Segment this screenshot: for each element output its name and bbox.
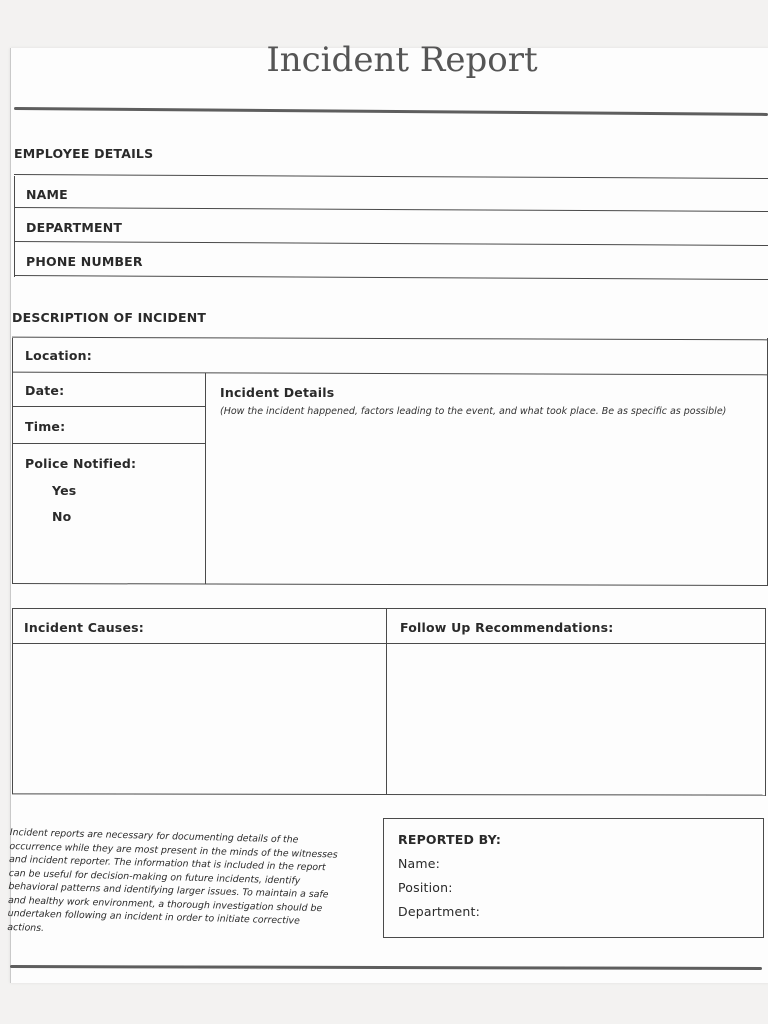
name-field-label: NAME	[26, 187, 68, 202]
location-label: Location:	[25, 348, 92, 363]
page-title: Incident Report	[266, 40, 538, 80]
police-notified-label: Police Notified:	[25, 456, 137, 471]
incident-causes-label: Incident Causes:	[24, 620, 144, 635]
incident-details-label: Incident Details	[220, 385, 335, 400]
date-label: Date:	[25, 383, 65, 398]
time-label: Time:	[25, 419, 66, 434]
follow-up-label: Follow Up Recommendations:	[400, 620, 614, 635]
reported-by-name-label: Name:	[398, 856, 441, 871]
department-field-label: DEPARTMENT	[26, 220, 123, 235]
incident-details-hint: (How the incident happened, factors leading to the event, and what took place. Be as specific as possible)	[220, 406, 727, 417]
employee-details-heading: EMPLOYEE DETAILS	[14, 146, 154, 161]
reported-by-position-label: Position:	[398, 880, 453, 895]
police-option-yes[interactable]: Yes	[52, 483, 77, 498]
reported-by-heading: REPORTED BY:	[398, 832, 502, 847]
incident-note: Incident reports are necessary for documenting details of the occurrence while they are most present in the minds of the witnesses and incident reporter. The information that is included in the report can be useful for decision-making on future incidents, identify behavioral patterns and identifying larger issues. To maintain a safe and healthy work environment, a thorough investigation should be undertaken following an incident in order to initiate corrective actions.	[7, 826, 338, 934]
reported-by-department-label: Department:	[398, 904, 481, 919]
description-heading: DESCRIPTION OF INCIDENT	[12, 310, 207, 325]
police-option-no[interactable]: No	[52, 509, 72, 524]
phone-number-field-label: PHONE NUMBER	[26, 254, 143, 269]
